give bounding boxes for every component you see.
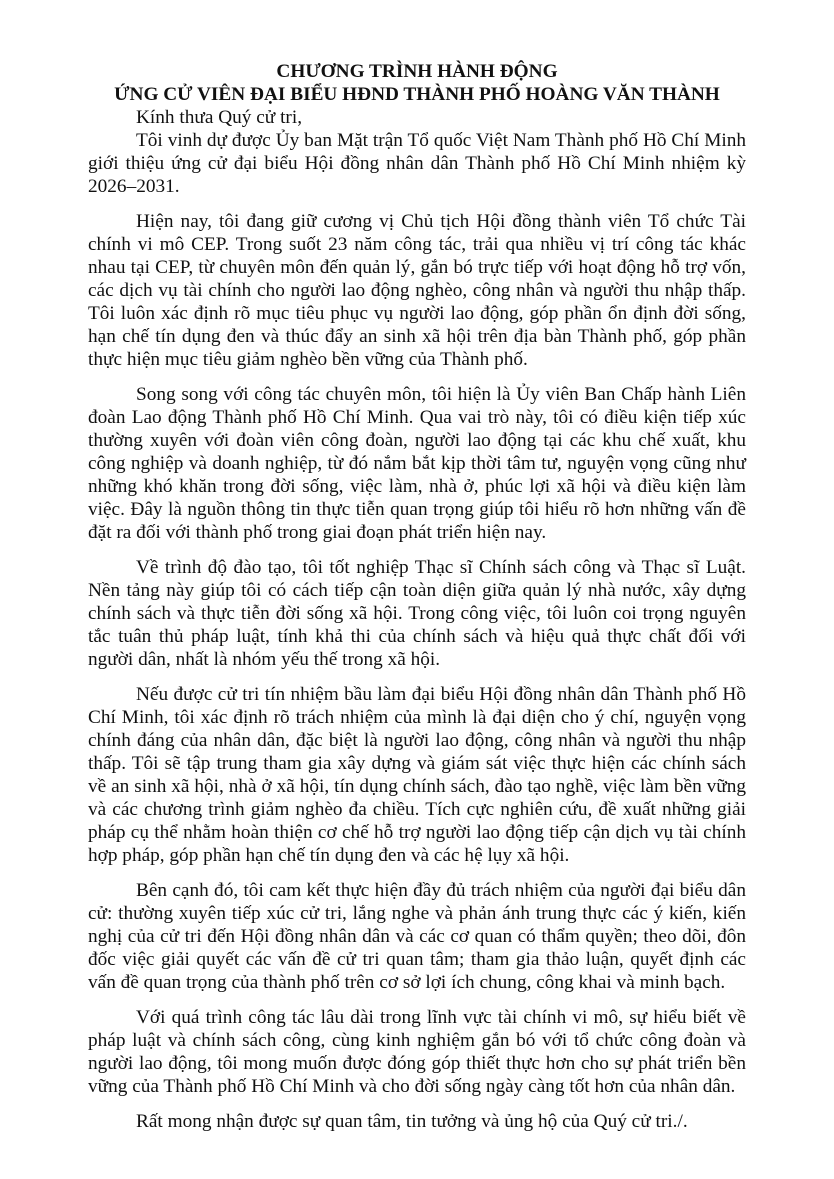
paragraph-commitment: Nếu được cử tri tín nhiệm bầu làm đại biểu Hội đồng nhân dân Thành phố Hồ Chí Minh, tôi xác định rõ trách nhiệm của mình là đại diện cho ý chí, nguyện vọng chính đáng của nhân dân, đặc biệt là người lao động, công nhân và người thu nhập thấp. Tôi sẽ tập trung tham gia xây dựng và giám sát việc thực hiện các chính sách về an sinh xã hội, nhà ở xã hội, tín dụng chính sách, đào tạo nghề, việc làm bền vững và các chương trình giảm nghèo đa chiều. Tích cực nghiên cứu, đề xuất những giải pháp cụ thể nhằm hoàn thiện cơ chế hỗ trợ người lao động tiếp cận dịch vụ tài chính hợp pháp, góp phần hạn chế tín dụng đen và các hệ lụy xã hội. (88, 684, 746, 866)
salutation: Kính thưa Quý cử tri, (136, 107, 303, 128)
paragraph-aspiration: Với quá trình công tác lâu dài trong lĩnh vực tài chính vi mô, sự hiểu biết về pháp luật và chính sách công, cùng kinh nghiệm gắn bó với tổ chức công đoàn và người lao động, tôi mong muốn được đóng góp thiết thực hơn cho sự phát triển bền vững của Thành phố Hồ Chí Minh và cho đời sống ngày càng tốt hơn của nhân dân. (88, 1007, 746, 1097)
paragraph-union-role: Song song với công tác chuyên môn, tôi hiện là Ủy viên Ban Chấp hành Liên đoàn Lao động Thành phố Hồ Chí Minh. Qua vai trò này, tôi có điều kiện tiếp xúc thường xuyên với đoàn viên công đoàn, người lao động tại các khu chế xuất, khu công nghiệp và doanh nghiệp, từ đó nắm bắt kịp thời tâm tư, nguyện vọng cũng như những khó khăn trong đời sống, việc làm, nhà ở, phúc lợi xã hội và điều kiện làm việc. Đây là nguồn thông tin thực tiễn quan trọng giúp tôi hiểu rõ hơn những vấn đề đặt ra đối với thành phố trong giai đoạn phát triển hiện nay. (88, 384, 746, 543)
document-page (88, 60, 746, 1133)
document-title-line-1: CHƯƠNG TRÌNH HÀNH ĐỘNG (276, 61, 558, 82)
paragraph-closing: Rất mong nhận được sự quan tâm, tin tưởng và ủng hộ của Quý cử tri./. (136, 1111, 688, 1132)
document-title-line-2: ỨNG CỬ VIÊN ĐẠI BIỂU HĐND THÀNH PHỐ HOÀNG VĂN THÀNH (114, 84, 720, 105)
paragraph-education: Về trình độ đào tạo, tôi tốt nghiệp Thạc sĩ Chính sách công và Thạc sĩ Luật. Nền tảng này giúp tôi có cách tiếp cận toàn diện giữa quản lý nhà nước, xây dựng chính sách và thực tiễn đời sống xã hội. Trong công việc, tôi luôn coi trọng nguyên tắc tuân thủ pháp luật, tính khả thi của chính sách và hiệu quả thực chất đối với người dân, nhất là nhóm yếu thế trong xã hội. (88, 557, 746, 670)
paragraph-introduction: Tôi vinh dự được Ủy ban Mặt trận Tổ quốc Việt Nam Thành phố Hồ Chí Minh giới thiệu ứng cử đại biểu Hội đồng nhân dân Thành phố Hồ Chí Minh nhiệm kỳ 2026–2031. (88, 130, 746, 197)
paragraph-duties: Bên cạnh đó, tôi cam kết thực hiện đầy đủ trách nhiệm của người đại biểu dân cử: thường xuyên tiếp xúc cử tri, lắng nghe và phản ánh trung thực các ý kiến, kiến nghị của cử tri đến Hội đồng nhân dân và các cơ quan có thẩm quyền; theo dõi, đôn đốc việc giải quyết các vấn đề cử tri quan tâm; tham gia thảo luận, quyết định các vấn đề quan trọng của thành phố trên cơ sở lợi ích chung, công khai và minh bạch. (88, 880, 746, 993)
paragraph-current-position: Hiện nay, tôi đang giữ cương vị Chủ tịch Hội đồng thành viên Tổ chức Tài chính vi mô CEP. Trong suốt 23 năm công tác, trải qua nhiều vị trí công tác khác nhau tại CEP, từ chuyên môn đến quản lý, gắn bó trực tiếp với hoạt động hỗ trợ vốn, các dịch vụ tài chính cho người lao động nghèo, công nhân và người thu nhập thấp. Tôi luôn xác định rõ mục tiêu phục vụ người lao động, góp phần ổn định đời sống, hạn chế tín dụng đen và thúc đẩy an sinh xã hội trên địa bàn Thành phố, góp phần thực hiện mục tiêu giảm nghèo bền vững của Thành phố. (88, 211, 746, 370)
